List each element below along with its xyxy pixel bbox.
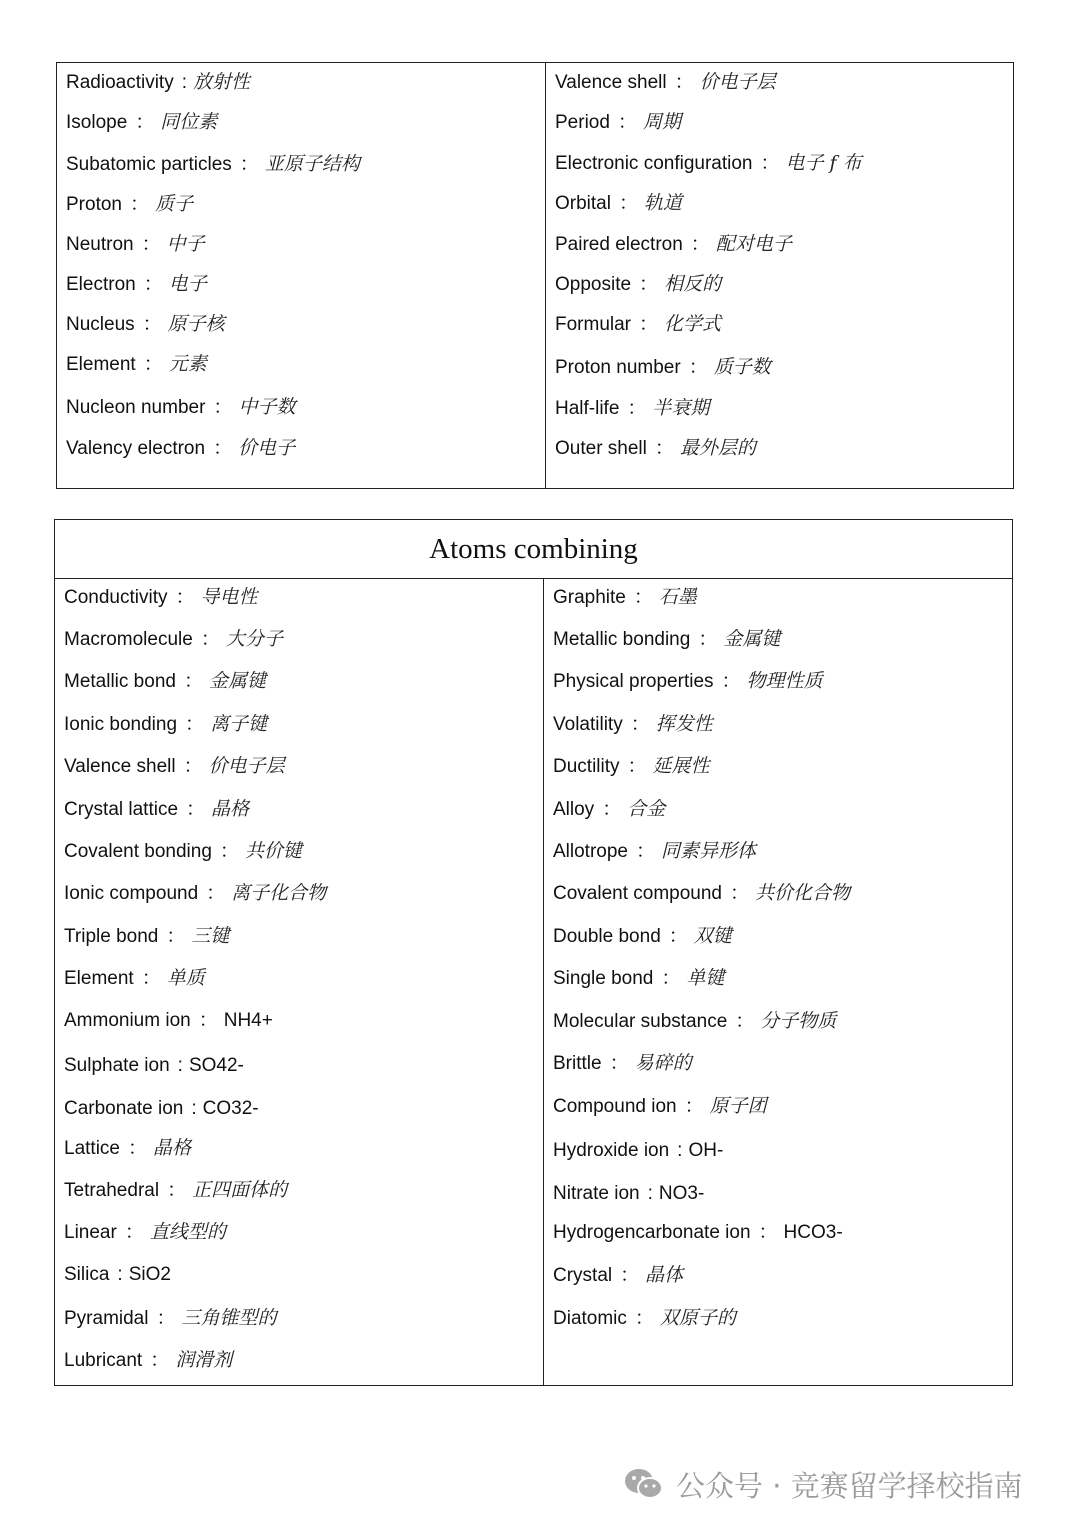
vocab-entry xyxy=(64,1263,171,1287)
vocab-separator: ： xyxy=(661,968,681,989)
vocab-translation: 周期 xyxy=(642,111,681,133)
vocab-term: Lattice xyxy=(64,1138,120,1159)
vocab-entry xyxy=(66,436,295,461)
vocab-entry xyxy=(553,1094,767,1119)
vocab-term: Period xyxy=(555,112,610,133)
vocab-separator: ： xyxy=(639,274,659,295)
vocab-separator: ： xyxy=(730,883,750,904)
vocab-separator: ： xyxy=(758,1222,778,1243)
vocab-entry xyxy=(66,110,217,135)
vocab-translation: 石墨 xyxy=(658,586,697,608)
vocab-term: Proton xyxy=(66,194,122,215)
vocab-entry xyxy=(555,232,792,257)
vocab-separator: ： xyxy=(627,398,647,419)
vocab-translation: 质子 xyxy=(155,193,194,215)
vocab-separator: ： xyxy=(135,112,155,133)
vocab-term: Hydrogencarbonate ion xyxy=(553,1222,751,1243)
vocab-entry xyxy=(64,712,267,737)
vocab-entry xyxy=(553,1009,836,1034)
vocab-separator: ： xyxy=(684,1096,704,1117)
vocab-translation: 润滑剂 xyxy=(175,1349,233,1371)
vocab-entry xyxy=(553,585,697,610)
vocab-entry xyxy=(66,192,193,217)
vocab-entry xyxy=(555,70,776,95)
vocab-separator: ： xyxy=(186,799,206,820)
vocab-separator: ： xyxy=(150,1350,170,1371)
vocab-separator: ： xyxy=(156,1308,176,1329)
vocab-separator: : xyxy=(677,1140,683,1161)
vocab-term: Volatility xyxy=(553,714,623,735)
vocab-translation: 轨道 xyxy=(643,192,682,214)
vocab-separator: ： xyxy=(219,841,239,862)
vocab-separator: ： xyxy=(602,799,622,820)
vocab-translation: 元素 xyxy=(168,353,207,375)
vocab-separator: ： xyxy=(141,234,161,255)
vocab-term: Crystal lattice xyxy=(64,799,179,820)
vocab-separator: : xyxy=(177,1055,183,1076)
vocab-entry xyxy=(553,797,665,822)
vocab-translation: 物理性质 xyxy=(746,670,823,692)
vocab-entry xyxy=(66,395,295,420)
vocab-entry xyxy=(64,839,302,864)
vocab-translation: SiO2 xyxy=(128,1264,171,1285)
vocab-entry xyxy=(555,272,721,297)
vocab-translation: 直线型的 xyxy=(149,1221,226,1243)
vocab-translation: 电子 f 布 xyxy=(785,152,862,174)
vocab-term: Nucleus xyxy=(66,314,135,335)
vocab-separator: ： xyxy=(633,587,653,608)
vocab-term: Valence shell xyxy=(555,72,667,93)
vocab-translation: 合金 xyxy=(627,798,666,820)
vocab-term: Conductivity xyxy=(64,587,168,608)
vocab-separator: ： xyxy=(142,314,162,335)
vocab-entry xyxy=(555,191,682,216)
vocab-term: Metallic bond xyxy=(64,671,176,692)
vocab-term: Tetrahedral xyxy=(64,1180,160,1201)
watermark xyxy=(624,1462,1023,1506)
vocab-translation: 离子化合物 xyxy=(231,882,327,904)
vocab-translation: SO42- xyxy=(188,1055,244,1076)
vocab-term: Electron xyxy=(66,274,136,295)
vocab-separator: ： xyxy=(129,194,149,215)
vocab-term: Covalent compound xyxy=(553,883,722,904)
vocab-translation: HCO3- xyxy=(783,1222,843,1243)
vocab-separator: ： xyxy=(721,671,741,692)
vocab-separator: ： xyxy=(690,234,710,255)
vocab-term: Subatomic particles xyxy=(66,154,232,175)
vocab-translation: 同位素 xyxy=(160,111,218,133)
vocab-entry xyxy=(64,881,326,906)
vocab-translation: 共价键 xyxy=(244,840,302,862)
vocab-translation: 双原子的 xyxy=(659,1307,736,1329)
vocab-entry xyxy=(66,70,250,95)
vocab-term: Allotrope xyxy=(553,841,628,862)
atomic-structure-vocab-table xyxy=(56,62,1014,489)
vocab-term: Compound ion xyxy=(553,1096,677,1117)
vocab-separator: ： xyxy=(617,112,637,133)
vocab-entry xyxy=(555,355,771,380)
vocab-term: Orbital xyxy=(555,193,611,214)
vocab-entry xyxy=(64,1220,226,1245)
vocab-translation: 放射性 xyxy=(193,71,251,93)
vocab-translation: 质子数 xyxy=(713,356,771,378)
vocab-separator: ： xyxy=(124,1222,144,1243)
vocab-translation: 挥发性 xyxy=(655,713,713,735)
vocab-entry xyxy=(553,1139,723,1163)
vocab-separator: ： xyxy=(175,587,195,608)
vocab-translation: 大分子 xyxy=(225,628,283,650)
vocab-term: Graphite xyxy=(553,587,626,608)
vocab-entry xyxy=(553,669,823,694)
vocab-separator: ： xyxy=(620,1265,640,1286)
vocab-separator: ： xyxy=(760,153,780,174)
vocab-term: Covalent bonding xyxy=(64,841,212,862)
vocab-term: Formular xyxy=(555,314,632,335)
vocab-term: Ductility xyxy=(553,756,620,777)
vocab-translation: 中子 xyxy=(166,233,205,255)
vocab-entry xyxy=(64,585,258,610)
vocab-translation: 晶格 xyxy=(211,798,250,820)
vocab-separator: ： xyxy=(609,1053,629,1074)
vocab-translation: 晶格 xyxy=(153,1137,192,1159)
vocab-translation: 晶体 xyxy=(645,1264,684,1286)
vocab-term: Pyramidal xyxy=(64,1308,149,1329)
vocab-translation: 共价化合物 xyxy=(755,882,851,904)
vocab-entry xyxy=(555,110,681,135)
vocab-translation: 三键 xyxy=(191,925,230,947)
vocab-term: Molecular substance xyxy=(553,1011,728,1032)
vocab-separator: ： xyxy=(213,397,233,418)
vocab-translation: NH4+ xyxy=(223,1010,273,1031)
vocab-term: Neutron xyxy=(66,234,134,255)
vocab-translation: 价电子层 xyxy=(208,755,285,777)
atoms-combining-vocab-table xyxy=(54,519,1013,1386)
vocab-translation: 化学式 xyxy=(664,313,722,335)
vocab-entry xyxy=(553,924,732,949)
vocab-entry xyxy=(64,1178,287,1203)
vocab-translation: 相反的 xyxy=(664,273,722,295)
vocab-entry xyxy=(553,966,724,991)
vocab-entry xyxy=(64,1136,191,1161)
vocab-separator: ： xyxy=(166,926,186,947)
vocab-entry xyxy=(555,436,756,461)
vocab-entry xyxy=(66,232,205,257)
vocab-entry xyxy=(555,151,862,176)
vocab-term: Ionic bonding xyxy=(64,714,178,735)
vocab-term: Valency electron xyxy=(66,438,206,459)
vocab-separator: ： xyxy=(688,357,708,378)
vocab-translation: 亚原子结构 xyxy=(264,153,360,175)
vocab-entry xyxy=(553,881,850,906)
vocab-separator: : xyxy=(647,1183,653,1204)
table-title: Atoms combining xyxy=(55,520,1012,579)
vocab-translation: 半衰期 xyxy=(652,397,710,419)
vocab-translation: NO3- xyxy=(658,1183,705,1204)
vocab-separator: ： xyxy=(200,629,220,650)
vocab-entry xyxy=(66,272,207,297)
vocab-translation: 单键 xyxy=(686,967,725,989)
vocab-term: Isolope xyxy=(66,112,128,133)
vocab-separator: ： xyxy=(735,1011,755,1032)
vocab-term: Nitrate ion xyxy=(553,1183,640,1204)
vocab-translation: 价电子层 xyxy=(699,71,776,93)
vocab-translation: CO32- xyxy=(202,1098,259,1119)
vocab-translation: 同素异形体 xyxy=(661,840,757,862)
vocab-term: Metallic bonding xyxy=(553,629,691,650)
watermark-text: 公众号 · 竞赛留学择校指南 xyxy=(676,1468,1023,1503)
vocab-separator: ： xyxy=(206,883,226,904)
vocab-term: Brittle xyxy=(553,1053,602,1074)
vocab-entry xyxy=(64,966,205,991)
column-divider xyxy=(543,578,544,1385)
wechat-icon xyxy=(624,1467,664,1501)
vocab-entry xyxy=(64,754,285,779)
vocab-translation: 单质 xyxy=(166,967,205,989)
vocab-entry xyxy=(553,627,780,652)
vocab-term: Lubricant xyxy=(64,1350,143,1371)
vocab-translation: 金属键 xyxy=(208,670,266,692)
vocab-term: Element xyxy=(66,354,136,375)
vocab-term: Diatomic xyxy=(553,1308,627,1329)
vocab-separator: ： xyxy=(674,72,694,93)
vocab-entry xyxy=(64,1306,277,1331)
vocab-separator: ： xyxy=(185,714,205,735)
vocab-separator: : xyxy=(117,1264,123,1285)
vocab-separator: ： xyxy=(630,714,650,735)
vocab-separator: : xyxy=(181,72,187,93)
vocab-entry xyxy=(64,924,229,949)
vocab-entry xyxy=(64,1054,244,1078)
vocab-translation: 电子 xyxy=(168,273,207,295)
vocab-entry xyxy=(555,312,721,337)
vocab-term: Outer shell xyxy=(555,438,647,459)
vocab-term: Double bond xyxy=(553,926,661,947)
vocab-term: Valence shell xyxy=(64,756,176,777)
vocab-term: Alloy xyxy=(553,799,595,820)
vocab-term: Ionic compound xyxy=(64,883,199,904)
vocab-separator: ： xyxy=(239,154,259,175)
vocab-separator: ： xyxy=(167,1180,187,1201)
vocab-translation: 分子物质 xyxy=(760,1010,837,1032)
vocab-translation: 导电性 xyxy=(200,586,258,608)
vocab-translation: 延展性 xyxy=(652,755,710,777)
vocab-entry xyxy=(64,1097,259,1121)
column-divider xyxy=(545,63,546,488)
vocab-term: Nucleon number xyxy=(66,397,206,418)
vocab-entry xyxy=(64,797,249,822)
vocab-term: Macromolecule xyxy=(64,629,193,650)
vocab-translation: 最外层的 xyxy=(679,437,756,459)
vocab-separator: ： xyxy=(213,438,233,459)
vocab-entry xyxy=(553,1263,683,1288)
vocab-separator: ： xyxy=(141,968,161,989)
vocab-entry xyxy=(553,1051,692,1076)
vocab-term: Triple bond xyxy=(64,926,159,947)
vocab-entry xyxy=(64,1009,273,1033)
vocab-term: Opposite xyxy=(555,274,632,295)
vocab-translation: 价电子 xyxy=(238,437,296,459)
vocab-term: Single bond xyxy=(553,968,654,989)
vocab-entry xyxy=(555,396,709,421)
vocab-separator: ： xyxy=(143,274,163,295)
vocab-term: Hydroxide ion xyxy=(553,1140,670,1161)
vocab-separator: ： xyxy=(183,756,203,777)
vocab-translation: 原子团 xyxy=(709,1095,767,1117)
vocab-separator: ： xyxy=(618,193,638,214)
vocab-separator: ： xyxy=(698,629,718,650)
vocab-term: Half-life xyxy=(555,398,620,419)
vocab-separator: ： xyxy=(143,354,163,375)
vocab-translation: 原子核 xyxy=(167,313,225,335)
vocab-translation: 金属键 xyxy=(723,628,781,650)
vocab-entry xyxy=(553,839,756,864)
vocab-separator: ： xyxy=(668,926,688,947)
vocab-separator: ： xyxy=(636,841,656,862)
vocab-translation: 离子键 xyxy=(210,713,268,735)
vocab-separator: : xyxy=(191,1098,197,1119)
vocab-entry xyxy=(553,712,713,737)
vocab-separator: ： xyxy=(654,438,674,459)
vocab-entry xyxy=(553,1221,843,1245)
vocab-term: Electronic configuration xyxy=(555,153,753,174)
vocab-term: Silica xyxy=(64,1264,110,1285)
vocab-entry xyxy=(553,1306,736,1331)
vocab-translation: 正四面体的 xyxy=(192,1179,288,1201)
vocab-translation: 中子数 xyxy=(238,396,296,418)
vocab-translation: 配对电子 xyxy=(715,233,792,255)
vocab-entry xyxy=(66,152,360,177)
vocab-separator: ： xyxy=(198,1010,218,1031)
vocab-translation: 易碎的 xyxy=(634,1052,692,1074)
vocab-term: Proton number xyxy=(555,357,681,378)
vocab-term: Carbonate ion xyxy=(64,1098,184,1119)
vocab-term: Sulphate ion xyxy=(64,1055,170,1076)
vocab-term: Physical properties xyxy=(553,671,714,692)
vocab-entry xyxy=(64,1348,232,1373)
vocab-separator: ： xyxy=(639,314,659,335)
vocab-entry xyxy=(553,1182,704,1206)
vocab-term: Element xyxy=(64,968,134,989)
vocab-separator: ： xyxy=(634,1308,654,1329)
vocab-entry xyxy=(66,352,207,377)
vocab-translation: 三角锥型的 xyxy=(181,1307,277,1329)
vocab-term: Ammonium ion xyxy=(64,1010,191,1031)
vocab-translation: 双键 xyxy=(693,925,732,947)
vocab-entry xyxy=(64,627,283,652)
vocab-separator: ： xyxy=(627,756,647,777)
vocab-term: Crystal xyxy=(553,1265,613,1286)
vocab-term: Radioactivity xyxy=(66,72,174,93)
vocab-separator: ： xyxy=(183,671,203,692)
vocab-term: Linear xyxy=(64,1222,117,1243)
vocab-entry xyxy=(553,754,710,779)
vocab-translation: OH- xyxy=(688,1140,724,1161)
vocab-term: Paired electron xyxy=(555,234,683,255)
vocab-separator: ： xyxy=(127,1138,147,1159)
vocab-entry xyxy=(64,669,266,694)
vocab-entry xyxy=(66,312,225,337)
